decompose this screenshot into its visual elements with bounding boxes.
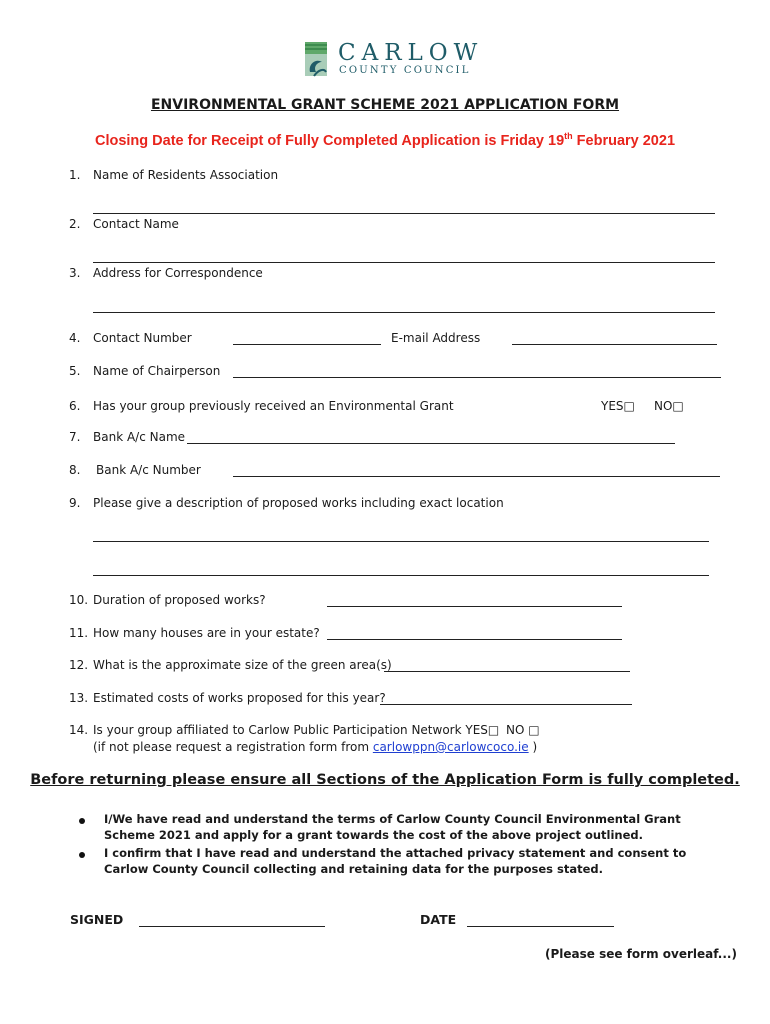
completion-notice: Before returning please ensure all Sections of the Application Form is fully completed. [30, 772, 740, 788]
ppn-note-text: (if not please request a registration form from [93, 740, 373, 754]
ppn-affiliation-label: Is your group affiliated to Carlow Public Participation Network YES□ [93, 723, 500, 737]
works-description-field[interactable] [93, 541, 709, 542]
date-field[interactable] [467, 926, 614, 927]
declaration-terms: I/We have read and understand the terms of Carlow County Council Environmental Grant Scheme 2021 and apply for a grant towards the cost of the above project outlined. [104, 812, 681, 842]
closing-date-text: Closing Date for Receipt of Fully Completed Application is Friday 19 [94, 132, 565, 149]
houses-count-label: How many houses are in your estate? [93, 626, 320, 640]
overleaf-note: (Please see form overleaf...) [545, 947, 737, 961]
signature-field[interactable] [139, 926, 325, 927]
item-number: 3. [69, 266, 81, 280]
contact-number-field[interactable] [233, 344, 381, 345]
item-number: 11. [69, 626, 89, 640]
previous-grant-yes-checkbox[interactable]: YES□ [601, 399, 635, 413]
signed-label: SIGNED [70, 912, 124, 927]
chairperson-label: Name of Chairperson [93, 364, 221, 378]
closing-date-sup: th [564, 131, 573, 141]
closing-date-text-end: February 2021 [572, 132, 676, 149]
green-area-size-field[interactable] [384, 671, 630, 672]
address-field[interactable] [93, 312, 715, 313]
item-number: 5. [69, 364, 81, 378]
bank-account-number-field[interactable] [233, 476, 720, 477]
green-area-size-label: What is the approximate size of the green area(s) [93, 658, 392, 672]
ppn-affiliation-no-checkbox[interactable]: NO □ [506, 723, 540, 737]
item-number: 7. [69, 430, 81, 444]
address-label: Address for Correspondence [93, 266, 263, 280]
item-number: 14. [69, 723, 89, 737]
logo-name: CARLOW [338, 40, 484, 66]
residents-association-field[interactable] [93, 213, 715, 214]
works-description-label: Please give a description of proposed works including exact location [93, 496, 504, 510]
item-number: 12. [69, 658, 89, 672]
ppn-email-link[interactable]: carlowppn@carlowcoco.ie [372, 740, 529, 754]
duration-label: Duration of proposed works? [93, 593, 266, 607]
contact-name-field[interactable] [93, 262, 715, 263]
ppn-note-end: ) [528, 740, 538, 754]
previous-grant-no-checkbox[interactable]: NO□ [654, 399, 684, 413]
closing-date [0, 131, 770, 149]
duration-field[interactable] [327, 606, 622, 607]
estimated-costs-label: Estimated costs of works proposed for this year? [93, 691, 386, 705]
houses-count-field[interactable] [327, 639, 622, 640]
contact-name-label: Contact Name [93, 217, 179, 231]
item-number: 4. [69, 331, 81, 345]
bank-account-name-field[interactable] [187, 443, 675, 444]
logo-subtitle: COUNTY COUNCIL [339, 65, 471, 76]
estimated-costs-field[interactable] [380, 704, 632, 705]
bullet-icon [79, 852, 85, 858]
chairperson-field[interactable] [233, 377, 721, 378]
item-number: 8. [69, 463, 81, 477]
contact-number-label: Contact Number [93, 331, 192, 345]
date-label: DATE [420, 912, 457, 927]
bank-account-number-label: Bank A/c Number [96, 463, 201, 477]
email-label: E-mail Address [391, 331, 481, 345]
residents-association-label: Name of Residents Association [93, 168, 279, 182]
declaration-privacy: I confirm that I have read and understand the attached privacy statement and consent to Carlow County Council collecting and retaining data for the purposes stated. [104, 846, 687, 876]
form-title: ENVIRONMENTAL GRANT SCHEME 2021 APPLICATION FORM [150, 97, 620, 113]
works-description-field[interactable] [93, 575, 709, 576]
item-number: 10. [69, 593, 89, 607]
bullet-icon [79, 818, 85, 824]
email-field[interactable] [512, 344, 717, 345]
previous-grant-label: Has your group previously received an Environmental Grant [93, 399, 454, 413]
bank-account-name-label: Bank A/c Name [93, 430, 186, 444]
item-number: 2. [69, 217, 81, 231]
council-crest-icon [304, 42, 328, 78]
ppn-registration-note [93, 740, 537, 754]
item-number: 6. [69, 399, 81, 413]
item-number: 9. [69, 496, 81, 510]
item-number: 1. [69, 168, 81, 182]
item-number: 13. [69, 691, 89, 705]
